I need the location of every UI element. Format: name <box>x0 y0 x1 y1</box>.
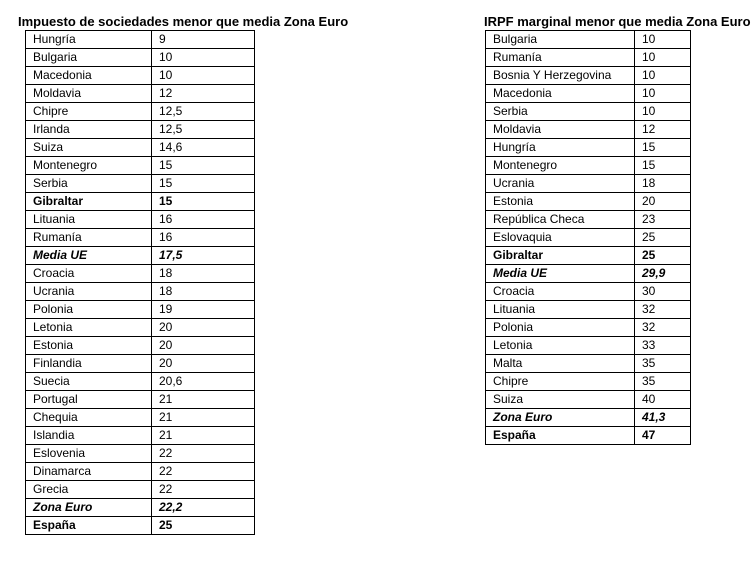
rate-cell: 41,3 <box>635 409 691 427</box>
table-row <box>486 229 691 247</box>
country-cell: Chequia <box>26 409 152 427</box>
table-row <box>486 301 691 319</box>
table-row <box>486 139 691 157</box>
country-cell: Eslovenia <box>26 445 152 463</box>
country-cell: Gibraltar <box>486 247 635 265</box>
corporate-tax-table <box>25 30 255 535</box>
table-row <box>486 175 691 193</box>
table-row <box>26 67 255 85</box>
rate-cell: 21 <box>152 427 255 445</box>
table-row <box>26 283 255 301</box>
country-cell: Ucrania <box>486 175 635 193</box>
country-cell: Estonia <box>26 337 152 355</box>
table-row <box>26 481 255 499</box>
country-cell: Moldavia <box>26 85 152 103</box>
rate-cell: 12,5 <box>152 121 255 139</box>
table-row <box>26 247 255 265</box>
country-cell: Suiza <box>26 139 152 157</box>
country-cell: Portugal <box>26 391 152 409</box>
country-cell: Letonia <box>26 319 152 337</box>
country-cell: Suecia <box>26 373 152 391</box>
table-row <box>26 337 255 355</box>
table-row <box>486 283 691 301</box>
table-row <box>486 265 691 283</box>
table-row <box>26 499 255 517</box>
table-row <box>486 49 691 67</box>
country-cell: Serbia <box>486 103 635 121</box>
rate-cell: 10 <box>152 67 255 85</box>
rate-cell: 32 <box>635 319 691 337</box>
country-cell: Croacia <box>486 283 635 301</box>
country-cell: Chipre <box>26 103 152 121</box>
country-cell: Zona Euro <box>486 409 635 427</box>
country-cell: República Checa <box>486 211 635 229</box>
table-row <box>26 355 255 373</box>
table-row <box>486 391 691 409</box>
country-cell: Islandia <box>26 427 152 445</box>
country-cell: Chipre <box>486 373 635 391</box>
table-row <box>26 211 255 229</box>
table-row <box>26 193 255 211</box>
rate-cell: 20 <box>152 337 255 355</box>
table-row <box>486 31 691 49</box>
table-row <box>486 409 691 427</box>
table-row <box>26 121 255 139</box>
rate-cell: 30 <box>635 283 691 301</box>
rate-cell: 22 <box>152 481 255 499</box>
table-row <box>26 31 255 49</box>
country-cell: Gibraltar <box>26 193 152 211</box>
rate-cell: 18 <box>152 265 255 283</box>
table-row <box>26 139 255 157</box>
country-cell: Suiza <box>486 391 635 409</box>
country-cell: Media UE <box>26 247 152 265</box>
table-row <box>26 409 255 427</box>
table-row <box>486 193 691 211</box>
rate-cell: 29,9 <box>635 265 691 283</box>
country-cell: Polonia <box>26 301 152 319</box>
table-row <box>26 301 255 319</box>
rate-cell: 16 <box>152 229 255 247</box>
table-row <box>26 265 255 283</box>
rate-cell: 19 <box>152 301 255 319</box>
rate-cell: 10 <box>635 85 691 103</box>
corporate-tax-table-body <box>26 31 255 535</box>
country-cell: Finlandia <box>26 355 152 373</box>
table-row <box>486 103 691 121</box>
rate-cell: 20 <box>152 355 255 373</box>
rate-cell: 12 <box>635 121 691 139</box>
country-cell: Dinamarca <box>26 463 152 481</box>
country-cell: Serbia <box>26 175 152 193</box>
rate-cell: 35 <box>635 355 691 373</box>
table-row <box>26 445 255 463</box>
country-cell: Moldavia <box>486 121 635 139</box>
country-cell: Hungría <box>26 31 152 49</box>
rate-cell: 10 <box>635 103 691 121</box>
table-row <box>486 247 691 265</box>
country-cell: España <box>486 427 635 445</box>
table-row <box>26 319 255 337</box>
rate-cell: 10 <box>635 49 691 67</box>
table-row <box>486 355 691 373</box>
rate-cell: 22,2 <box>152 499 255 517</box>
country-cell: Macedonia <box>486 85 635 103</box>
table-row <box>26 517 255 535</box>
rate-cell: 20,6 <box>152 373 255 391</box>
income-tax-table <box>485 30 691 445</box>
rate-cell: 15 <box>635 139 691 157</box>
rate-cell: 20 <box>152 319 255 337</box>
table-row <box>26 49 255 67</box>
country-cell: Bulgaria <box>486 31 635 49</box>
table-row <box>26 103 255 121</box>
table-row <box>486 427 691 445</box>
rate-cell: 10 <box>152 49 255 67</box>
country-cell: Montenegro <box>26 157 152 175</box>
rate-cell: 25 <box>635 247 691 265</box>
rate-cell: 12 <box>152 85 255 103</box>
table-row <box>486 67 691 85</box>
rate-cell: 15 <box>152 157 255 175</box>
rate-cell: 17,5 <box>152 247 255 265</box>
table-row <box>26 175 255 193</box>
rate-cell: 23 <box>635 211 691 229</box>
country-cell: Rumanía <box>486 49 635 67</box>
country-cell: Hungría <box>486 139 635 157</box>
country-cell: España <box>26 517 152 535</box>
rate-cell: 14,6 <box>152 139 255 157</box>
country-cell: Polonia <box>486 319 635 337</box>
country-cell: Rumanía <box>26 229 152 247</box>
table-row <box>26 391 255 409</box>
rate-cell: 18 <box>152 283 255 301</box>
country-cell: Bosnia Y Herzegovina <box>486 67 635 85</box>
rate-cell: 10 <box>635 67 691 85</box>
country-cell: Media UE <box>486 265 635 283</box>
country-cell: Eslovaquia <box>486 229 635 247</box>
table-row <box>486 337 691 355</box>
rate-cell: 18 <box>635 175 691 193</box>
table-row <box>486 157 691 175</box>
country-cell: Letonia <box>486 337 635 355</box>
country-cell: Zona Euro <box>26 499 152 517</box>
country-cell: Irlanda <box>26 121 152 139</box>
rate-cell: 35 <box>635 373 691 391</box>
table-row <box>26 427 255 445</box>
rate-cell: 21 <box>152 391 255 409</box>
rate-cell: 40 <box>635 391 691 409</box>
rate-cell: 15 <box>152 175 255 193</box>
country-cell: Lituania <box>26 211 152 229</box>
rate-cell: 15 <box>152 193 255 211</box>
rate-cell: 9 <box>152 31 255 49</box>
table-row <box>486 85 691 103</box>
right-table-title: IRPF marginal menor que media Zona Euro <box>484 14 751 29</box>
income-tax-table-body <box>486 31 691 445</box>
country-cell: Lituania <box>486 301 635 319</box>
table-row <box>26 229 255 247</box>
country-cell: Malta <box>486 355 635 373</box>
rate-cell: 25 <box>635 229 691 247</box>
left-table-title: Impuesto de sociedades menor que media Zona Euro <box>18 14 349 29</box>
table-row <box>486 121 691 139</box>
table-row <box>26 373 255 391</box>
country-cell: Bulgaria <box>26 49 152 67</box>
country-cell: Estonia <box>486 193 635 211</box>
country-cell: Montenegro <box>486 157 635 175</box>
rate-cell: 32 <box>635 301 691 319</box>
rate-cell: 12,5 <box>152 103 255 121</box>
country-cell: Macedonia <box>26 67 152 85</box>
table-row <box>486 319 691 337</box>
country-cell: Ucrania <box>26 283 152 301</box>
rate-cell: 10 <box>635 31 691 49</box>
table-row <box>26 463 255 481</box>
rate-cell: 22 <box>152 463 255 481</box>
rate-cell: 21 <box>152 409 255 427</box>
rate-cell: 33 <box>635 337 691 355</box>
country-cell: Croacia <box>26 265 152 283</box>
table-row <box>26 157 255 175</box>
country-cell: Grecia <box>26 481 152 499</box>
rate-cell: 22 <box>152 445 255 463</box>
rate-cell: 47 <box>635 427 691 445</box>
rate-cell: 15 <box>635 157 691 175</box>
rate-cell: 25 <box>152 517 255 535</box>
table-row <box>486 211 691 229</box>
table-row <box>26 85 255 103</box>
rate-cell: 20 <box>635 193 691 211</box>
rate-cell: 16 <box>152 211 255 229</box>
table-row <box>486 373 691 391</box>
